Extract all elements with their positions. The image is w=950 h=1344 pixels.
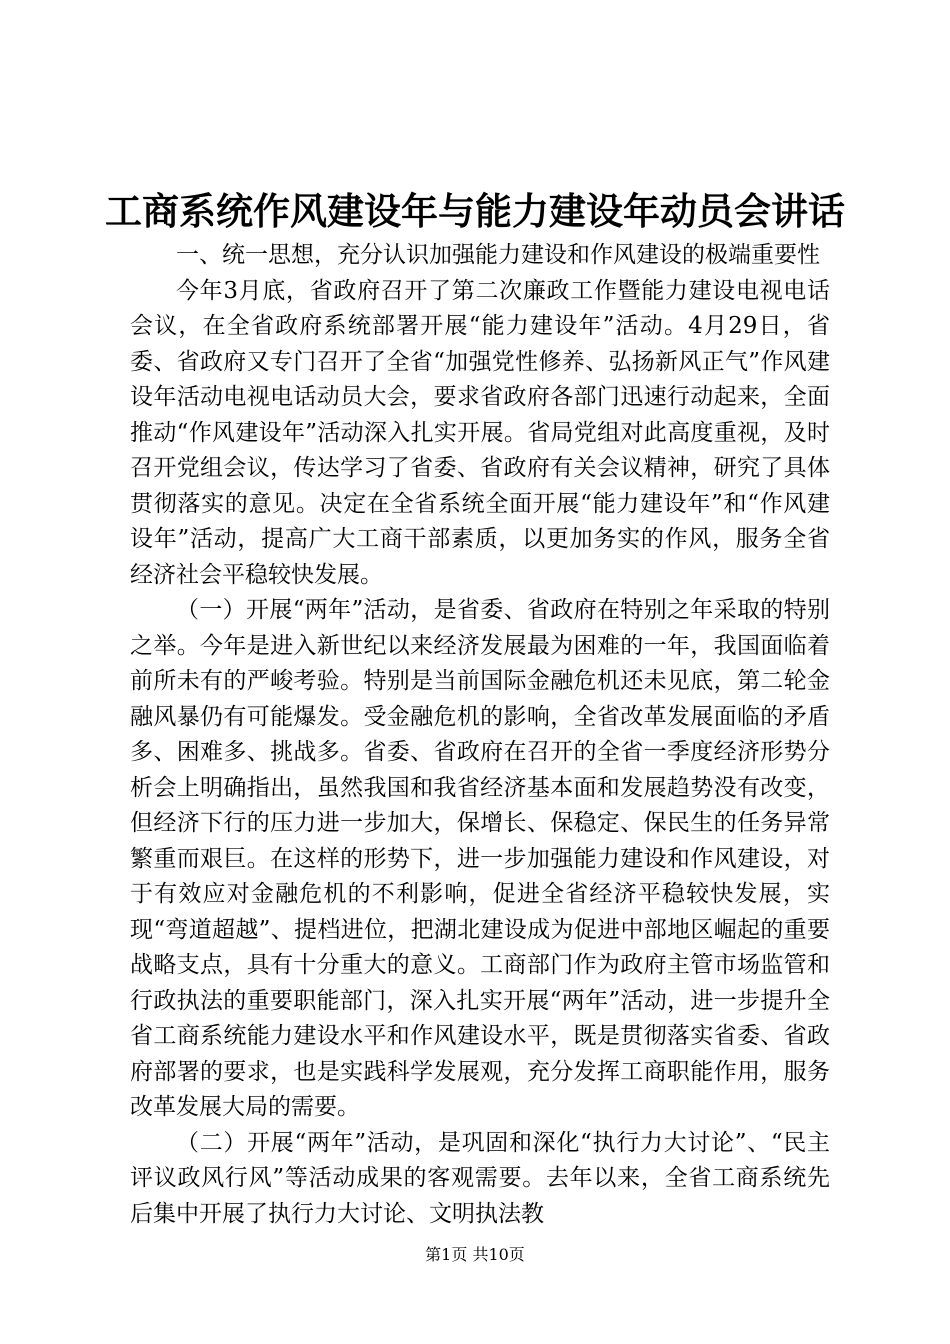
body-paragraph: （二）开展“两年”活动，是巩固和深化“执行力大讨论”、“民主评议政风行风”等活动成果的客观需要。去年以来，全省工商系统先后集中开展了执行力大讨论、文明执法教: [130, 1129, 830, 1227]
body-paragraph: 今年3月底，省政府召开了第二次廉政工作暨能力建设电视电话会议，在全省政府系统部署开展“能力建设年”活动。4月29日，省委、省政府又专门召开了全省“加强党性修养、弘扬新风正气”作风建设年活动电视电话动员大会，要求省政府各部门迅速行动起来，全面推动“作风建设年”活动深入扎实开展。省局党组对此高度重视，及时召开党组会议，传达学习了省委、省政府有关会议精神，研究了具体贯彻落实的意见。决定在全省系统全面开展“能力建设年”和“作风建设年”活动，提高广大工商干部素质，以更加务实的作风，服务全省经济社会平稳较快发展。: [130, 277, 830, 588]
document-body: [130, 238, 830, 1232]
page-number-footer: 第1页 共10页: [425, 1245, 525, 1264]
body-paragraph: （一）开展“两年”活动，是省委、省政府在特别之年采取的特别之举。今年是进入新世纪以来经济发展最为困难的一年，我国面临着前所未有的严峻考验。特别是当前国际金融危机还未见底，第二轮金融风暴仍有可能爆发。受金融危机的影响，全省改革发展面临的矛盾多、困难多、挑战多。省委、省政府在召开的全省一季度经济形势分析会上明确指出，虽然我国和我省经济基本面和发展趋势没有改变，但经济下行的压力进一步加大，保增长、保稳定、保民生的任务异常繁重而艰巨。在这样的形势下，进一步加强能力建设和作风建设，对于有效应对金融危机的不利影响，促进全省经济平稳较快发展，实现“弯道超越”、提档进位，把湖北建设成为促进中部地区崛起的重要战略支点，具有十分重大的意义。工商部门作为政府主管市场监管和行政执法的重要职能部门，深入扎实开展“两年”活动，进一步提升全省工商系统能力建设水平和作风建设水平，既是贯彻落实省委、省政府部署的要求，也是实践科学发展观，充分发挥工商职能作用，服务改革发展大局的需要。: [130, 597, 830, 1120]
section-heading: 一、统一思想，充分认识加强能力建设和作风建设的极端重要性: [176, 242, 820, 268]
document-title: 工商系统作风建设年与能力建设年动员会讲话: [105, 189, 845, 233]
